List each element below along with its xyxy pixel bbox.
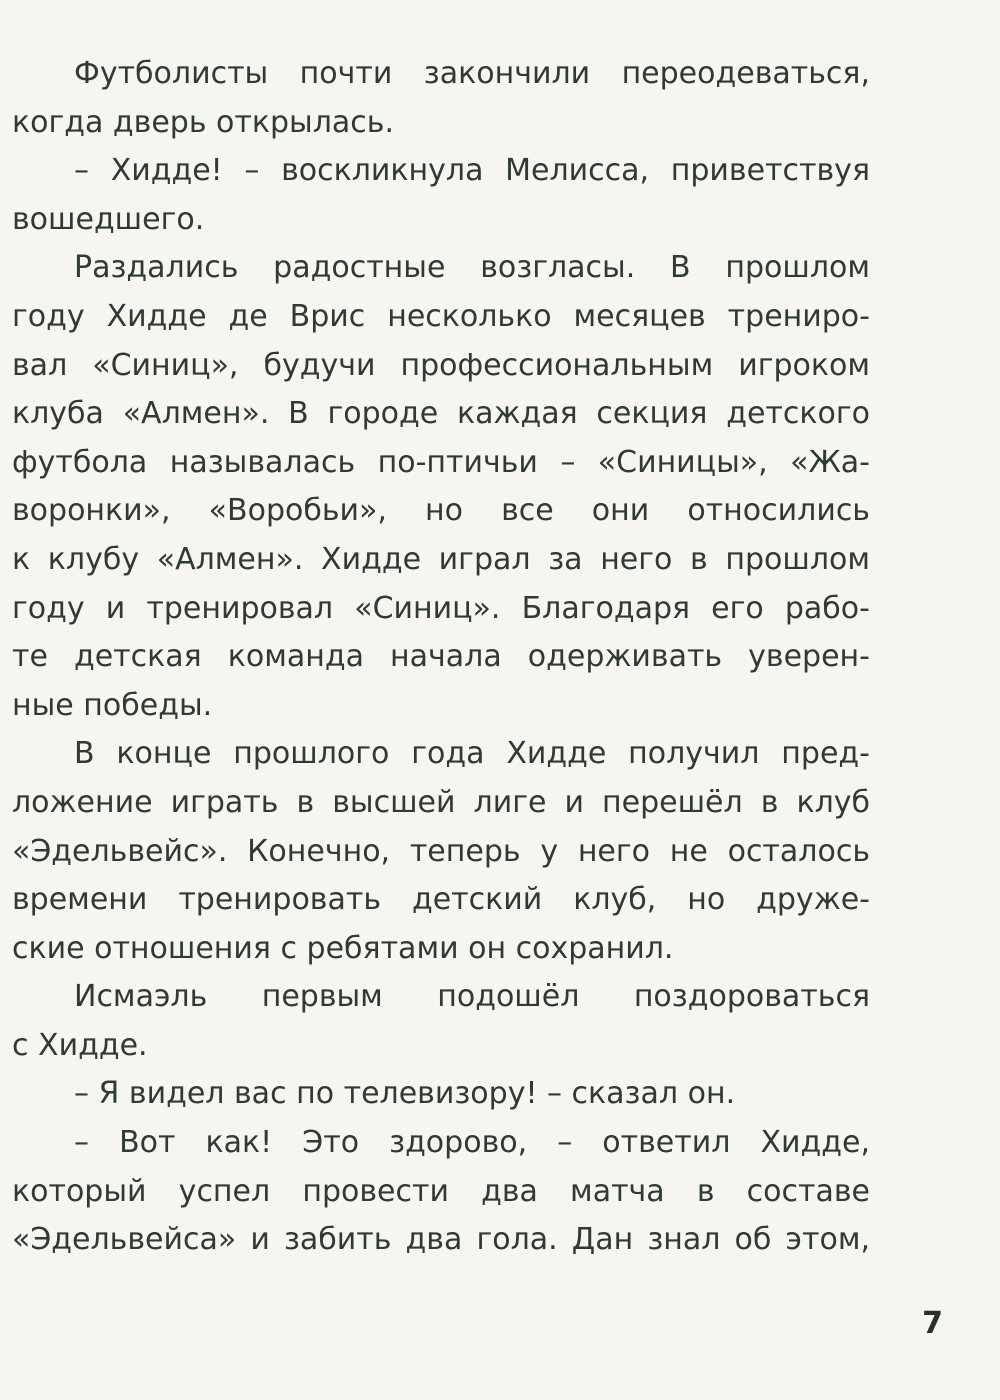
text-line: В конце прошлого года Хидде получил пред-: [74, 736, 870, 772]
text-line: ные победы.: [12, 687, 213, 723]
text-line: вал «Синиц», будучи профессиональным игроком: [12, 347, 870, 383]
text-line: Футболисты почти закончили переодеваться,: [74, 56, 870, 91]
text-line: «Эдельвейс». Конечно, теперь у него не осталось: [12, 833, 870, 869]
text-line: футбола называлась по-птичьи – «Синицы», «Жа-: [12, 444, 870, 480]
page-number: 7: [922, 1306, 943, 1341]
text-line: клуба «Алмен». В городе каждая секция детского: [12, 396, 870, 432]
text-line: – Я видел вас по телевизору! – сказал он.: [74, 1076, 736, 1112]
text-body: [12, 50, 870, 1265]
text-line: «Эдельвейса» и забить два гола. Дан знал об этом,: [12, 1222, 870, 1258]
text-line: вошедшего.: [12, 201, 205, 237]
text-line: который успел провести два матча в составе: [12, 1173, 870, 1209]
text-line: году Хидде де Врис несколько месяцев трениро-: [12, 298, 870, 334]
text-line: те детская команда начала одерживать уверен-: [12, 639, 870, 675]
text-line: Раздались радостные возгласы. В прошлом: [74, 250, 870, 286]
text-line: времени тренировать детский клуб, но друже-: [12, 882, 870, 918]
text-line: с Хидде.: [12, 1027, 148, 1063]
text-line: когда дверь открылась.: [12, 104, 394, 140]
text-line: году и тренировал «Синиц». Благодаря его рабо-: [12, 590, 870, 626]
text-line: – Хидде! – воскликнула Мелисса, приветствуя: [74, 153, 870, 189]
text-line: Исмаэль первым подошёл поздороваться: [74, 979, 870, 1015]
text-line: воронки», «Воробьи», но все они относились: [12, 493, 870, 529]
text-line: ские отношения с ребятами он сохранил.: [12, 930, 674, 966]
text-line: к клубу «Алмен». Хидде играл за него в прошлом: [12, 541, 870, 577]
text-line: ложение играть в высшей лиге и перешёл в клуб: [12, 784, 870, 820]
text-line: – Вот как! Это здорово, – ответил Хидде,: [74, 1125, 870, 1161]
